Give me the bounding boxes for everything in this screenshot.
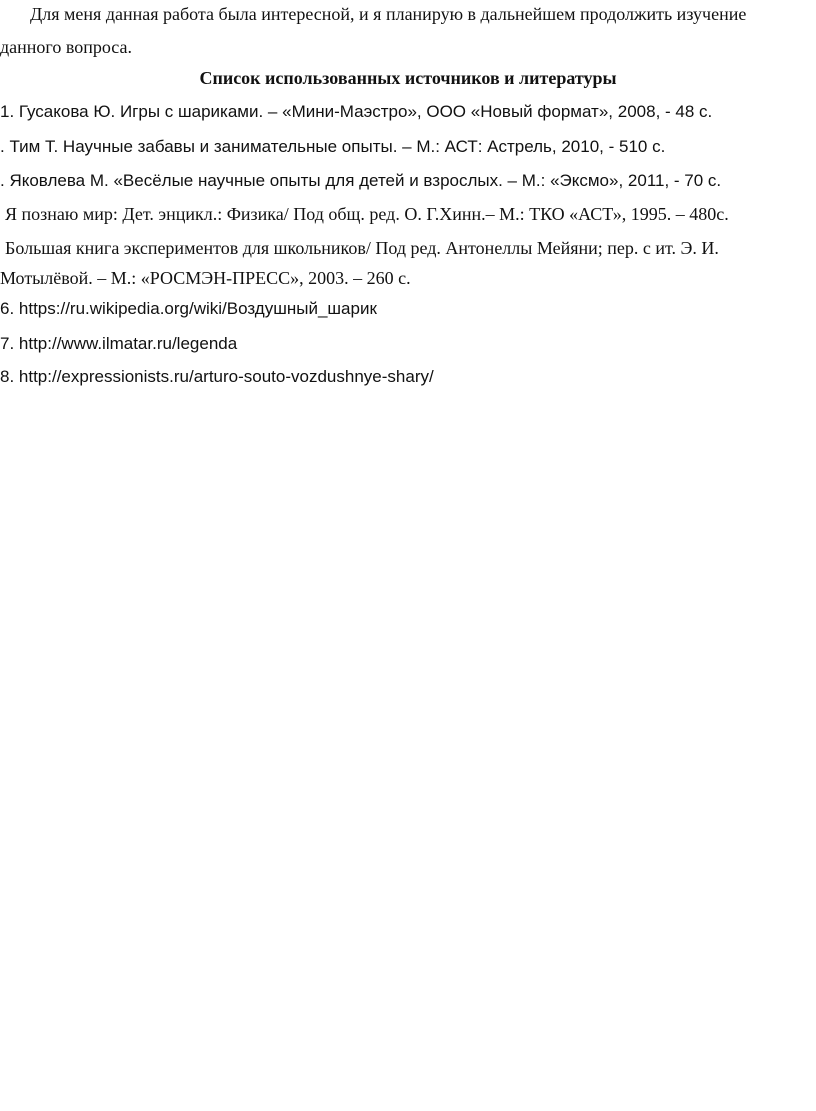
references-heading: Список использованных источников и литературы	[199, 68, 617, 88]
reference-item-4: Я познаю мир: Дет. энцикл.: Физика/ Под общ. ред. О. Г.Хинн.– М.: ТКО «АСТ», 1995. – 480с.	[5, 204, 729, 224]
reference-item-1: 1. Гусакова Ю. Игры с шариками. – «Мини-Маэстро», ООО «Новый формат», 2008, - 48 с.	[0, 102, 713, 121]
intro-paragraph-line-1: Для меня данная работа была интересной, и я планирую в дальнейшем продолжить изучение	[30, 4, 747, 24]
reference-item-8-link: 8. http://expressionists.ru/arturo-souto-vozdushnye-shary/	[0, 367, 434, 386]
reference-item-6-link: 6. https://ru.wikipedia.org/wiki/Воздушный_шарик	[0, 299, 377, 318]
reference-item-3: . Яковлева М. «Весёлые научные опыты для детей и взрослых. – М.: «Эксмо», 2011, - 70 с.	[0, 171, 722, 190]
intro-paragraph-line-2: данного вопроса.	[0, 37, 133, 57]
reference-item-2: . Тим Т. Научные забавы и занимательные опыты. – М.: АСТ: Астрель, 2010, - 510 с.	[0, 137, 666, 156]
reference-item-7-link: 7. http://www.ilmatar.ru/legenda	[0, 334, 238, 353]
reference-item-5-continuation: Мотылёвой. – М.: «РОСМЭН-ПРЕСС», 2003. – 260 с.	[0, 268, 411, 288]
reference-item-5: Большая книга экспериментов для школьников/ Под ред. Антонеллы Мейяни; пер. с ит. Э. И.	[5, 238, 719, 258]
